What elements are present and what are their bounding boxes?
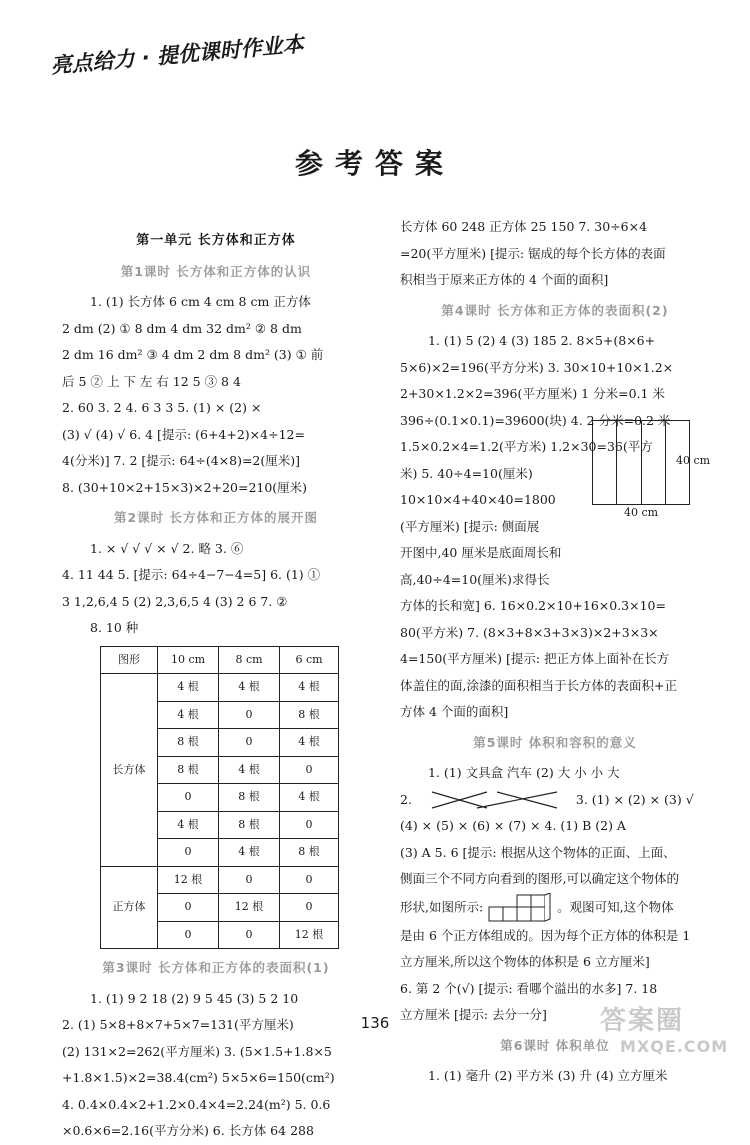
answer-line <box>400 893 710 923</box>
answer-line: 1.5×0.2×4=1.2(平方米) 1.2×30=36(平方 <box>400 439 653 454</box>
matching-lines-figure <box>422 789 572 811</box>
table-cell: 0 <box>158 921 219 949</box>
table-cell: 0 <box>158 839 219 867</box>
answer-line: (3) A 5. 6 [提示: 根据从这个物体的正面、上面、 <box>400 844 676 860</box>
answer-line: 4. 0.4×0.4×2+1.2×0.4×4=2.24(m²) 5. 0.6 <box>62 1096 331 1112</box>
answer-line: 2. (1) 5×8+8×7+5×7=131(平方厘米) <box>62 1017 294 1032</box>
table-cell: 0 <box>280 756 339 784</box>
answer-line: 4(分米)] 7. 2 [提示: 64÷(4×8)=2(厘米)] <box>62 453 301 468</box>
unit-heading: 第一单元 长方体和正方体 <box>136 233 296 248</box>
answer-line: 方体 4 个面的面积] <box>400 704 509 719</box>
answer-line: 3 1,2,6,4 5 (2) 2,3,6,5 4 (3) 2 6 7. ② <box>62 593 288 609</box>
answer-line <box>400 787 710 814</box>
answer-line: 1. (1) 长方体 6 cm 4 cm 8 cm 正方体 <box>90 294 311 309</box>
answer-line: +1.8×1.5)×2=38.4(cm²) 5×5×6=150(cm²) <box>62 1070 335 1085</box>
watermark-url: MXQE.COM <box>620 1037 729 1056</box>
answer-line: 2. 60 3. 2 4. 6 3 3 5. (1) × (2) × <box>62 400 262 415</box>
answer-text: 3. (1) × (2) × (3) √ <box>575 791 694 807</box>
answer-line: 1. (1) 9 2 18 (2) 9 5 45 (3) 5 2 10 <box>90 990 299 1006</box>
table-cell: 0 <box>219 701 280 729</box>
net-face <box>642 421 666 504</box>
answer-line: 2 dm (2) ① 8 dm 4 dm 32 dm² ② 8 dm <box>62 320 302 336</box>
table-cell: 0 <box>280 894 339 922</box>
table-cell: 0 <box>280 811 339 839</box>
answer-line: (2) 131×2=262(平方厘米) 3. (5×1.5+1.8×5 <box>62 1043 332 1059</box>
answer-line: 是由 6 个正方体组成的。因为每个正方体的体积是 1 <box>400 927 691 943</box>
table-cell: 4 根 <box>280 674 339 702</box>
answer-line: 2+30×1.2×2=396(平方厘米) 1 分米=0.1 米 <box>400 386 665 401</box>
answer-line: 立方厘米,所以这个物体的体积是 6 立方厘米] <box>400 954 650 969</box>
table-cell: 0 <box>158 894 219 922</box>
answer-line: 1. (1) 5 (2) 4 (3) 185 2. 8×5+(8×6+ <box>428 333 656 348</box>
match-line <box>477 792 557 808</box>
table-cell: 4 根 <box>158 701 219 729</box>
table-cell: 4 根 <box>219 839 280 867</box>
table-cell: 12 根 <box>280 921 339 949</box>
figure-height-label: 40 cm <box>676 454 711 467</box>
table-cell: 8 根 <box>219 811 280 839</box>
answer-line: 1. (1) 毫升 (2) 平方米 (3) 升 (4) 立方厘米 <box>428 1068 668 1083</box>
answer-line: 长方体 60 248 正方体 25 150 7. 30÷6×4 <box>400 219 648 234</box>
table-cell: 0 <box>219 729 280 757</box>
net-face <box>617 421 641 504</box>
table-cell: 0 <box>158 784 219 812</box>
page-title: 参考答案 <box>294 147 455 180</box>
lesson-heading: 第5课时 体积和容积的意义 <box>473 734 637 750</box>
answer-line: 8. (30+10×2+15×3)×2+20=210(厘米) <box>62 479 308 495</box>
answer-line: 1. (1) 文具盒 汽车 (2) 大 小 小 大 <box>428 765 620 780</box>
lesson-heading: 第3课时 长方体和正方体的表面积(1) <box>102 960 330 975</box>
answer-line: 10×10×4+40×40=1800 <box>400 492 556 507</box>
question-number: 2. <box>400 791 412 807</box>
answer-line: 开图中,40 厘米是底面周长和 <box>400 545 562 560</box>
answer-line: 8. 10 种 <box>90 620 139 635</box>
answer-line: 2 dm 16 dm² ③ 4 dm 2 dm 8 dm² (3) ① 前 <box>62 347 324 362</box>
right-column <box>400 214 710 1090</box>
answer-line: 高,40÷4=10(厘米)求得长 <box>400 571 550 587</box>
answer-text: 。观图可知,这个物体 <box>557 899 674 914</box>
table-group-cell: 长方体 <box>101 674 158 867</box>
table-header-cell: 10 cm <box>158 646 219 674</box>
table-cell: 8 根 <box>219 784 280 812</box>
table-cell: 0 <box>219 866 280 894</box>
answer-line: 方体的长和宽] 6. 16×0.2×10+16×0.3×10= <box>400 598 666 613</box>
table-cell: 12 根 <box>158 866 219 894</box>
answer-line: =20(平方厘米) [提示: 锯成的每个长方体的表面 <box>400 245 666 261</box>
lesson-heading: 第1课时 长方体和正方体的认识 <box>120 263 312 279</box>
table-row <box>101 674 339 702</box>
table-group-cell: 正方体 <box>101 866 158 949</box>
table-cell: 0 <box>280 866 339 894</box>
answer-line: 1. × √ √ √ × √ 2. 略 3. ⑥ <box>90 540 244 556</box>
table-cell: 4 根 <box>219 756 280 784</box>
watermark <box>600 1000 728 1056</box>
answer-line: 立方厘米 [提示: 去分一分] <box>400 1007 547 1022</box>
answer-line: 5×6)×2=196(平方分米) 3. 30×10+10×1.2× <box>400 359 674 375</box>
table-cell: 12 根 <box>219 894 280 922</box>
table-header-cell: 图形 <box>101 646 158 674</box>
answer-line: (3) √ (4) √ 6. 4 [提示: (6+4+2)×4÷12= <box>62 426 305 442</box>
stick-count-table <box>100 646 339 950</box>
table-header-row <box>101 646 339 674</box>
table-cell: 8 根 <box>158 729 219 757</box>
answer-line: (4) × (5) × (6) × (7) × 4. (1) B (2) A <box>400 818 626 833</box>
brand-title: 亮点给力 · 提优课时作业本 <box>49 31 305 79</box>
table-cell: 8 根 <box>280 839 339 867</box>
answer-line: 后 5 ② 上 下 左 右 12 5 ③ 8 4 <box>62 373 241 389</box>
table-cell: 8 根 <box>280 701 339 729</box>
answer-line: 396÷(0.1×0.1)=39600(块) 4. 2 分米=0.2 米 <box>400 412 671 428</box>
answer-line: 4. 11 44 5. [提示: 64÷4−7−4=5] 6. (1) ① <box>62 567 321 582</box>
answer-line: 米) 5. 40÷4=10(厘米) <box>400 465 533 481</box>
table-cell: 4 根 <box>280 729 339 757</box>
table-header-cell: 8 cm <box>219 646 280 674</box>
cube-stack-figure <box>487 893 553 923</box>
watermark-logo-text: 答案圈 <box>600 1006 685 1036</box>
lesson-heading: 第4课时 长方体和正方体的表面积(2) <box>441 302 669 318</box>
net-face <box>593 421 617 504</box>
answer-line: 4=150(平方厘米) [提示: 把正方体上面补在长方 <box>400 651 670 666</box>
answer-line: 侧面三个不同方向看到的图形,可以确定这个物体的 <box>400 871 679 886</box>
table-header-cell: 6 cm <box>280 646 339 674</box>
table-cell: 4 根 <box>280 784 339 812</box>
answer-line: 体盖住的面,涂漆的面积相当于长方体的表面积+正 <box>400 677 677 693</box>
table-cell: 4 根 <box>158 674 219 702</box>
table-cell: 8 根 <box>158 756 219 784</box>
figure-width-label: 40 cm <box>624 506 659 519</box>
answer-line: 6. 第 2 个(√) [提示: 看哪个溢出的水多] 7. 18 <box>400 980 658 996</box>
answer-line: ×0.6×6=2.16(平方分米) 6. 长方体 64 288 <box>62 1123 314 1138</box>
page-number: 136 <box>360 1014 390 1032</box>
answer-text: 形状,如图所示: <box>400 899 484 914</box>
table-row <box>101 866 339 894</box>
table-cell: 0 <box>219 921 280 949</box>
lesson-heading: 第6课时 体积单位 <box>500 1037 610 1053</box>
lesson-heading: 第2课时 长方体和正方体的展开图 <box>113 510 319 525</box>
table-cell: 4 根 <box>219 674 280 702</box>
answer-line: (平方厘米) [提示: 侧面展 <box>400 518 540 534</box>
answer-line: 积相当于原来正方体的 4 个面的面积] <box>400 272 609 287</box>
table-cell: 4 根 <box>158 811 219 839</box>
left-column <box>62 228 370 1145</box>
answer-line: 80(平方米) 7. (8×3+8×3+3×3)×2+3×3× <box>400 624 659 640</box>
